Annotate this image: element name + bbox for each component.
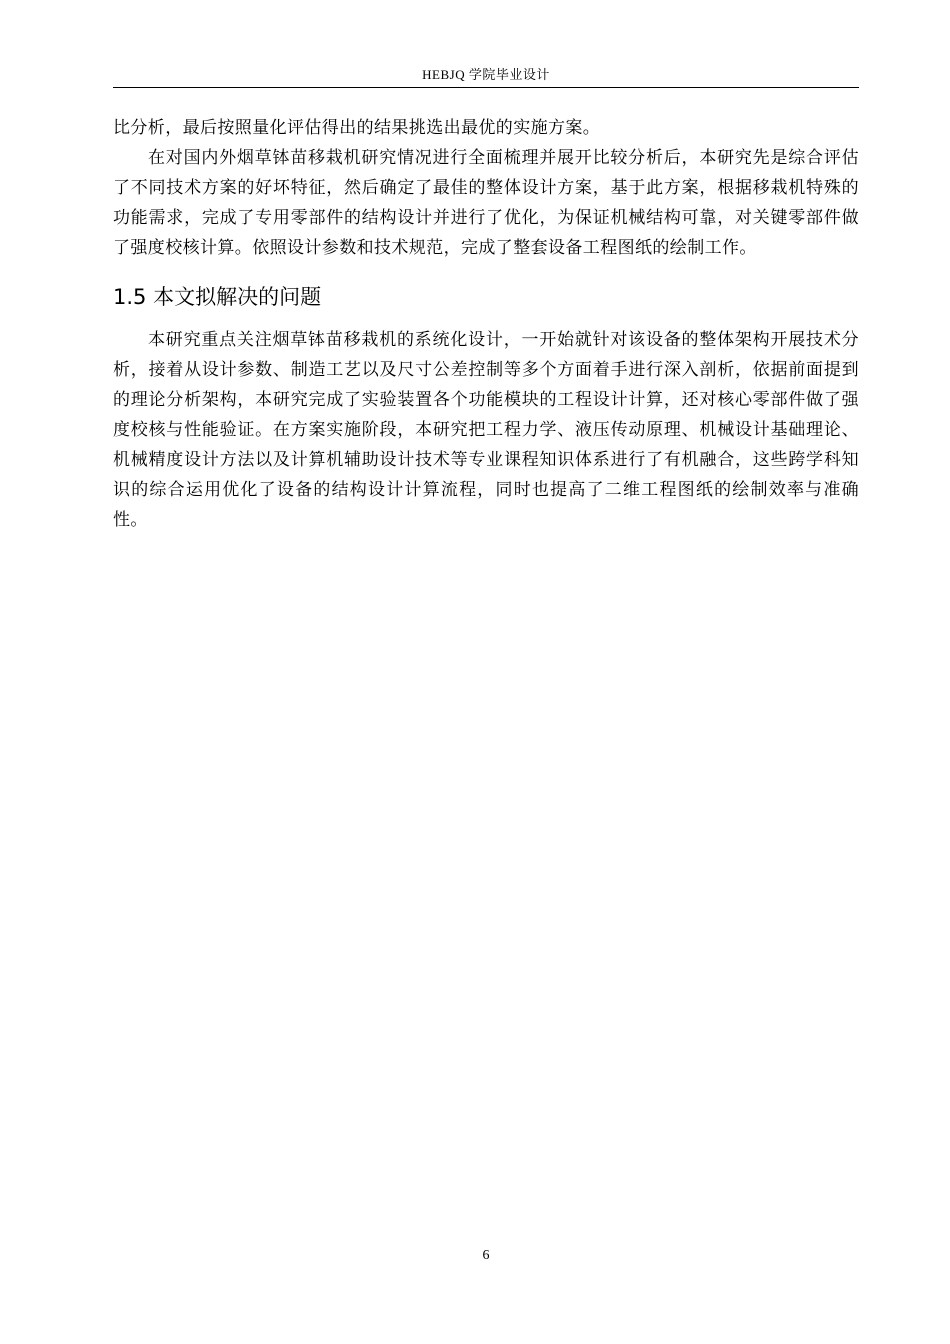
page-content	[113, 113, 859, 535]
page-header-title: HEBJQ 学院毕业设计	[422, 67, 550, 82]
section-heading: 1.5 本文拟解决的问题	[113, 285, 322, 309]
page-number: 6	[482, 1248, 490, 1263]
paragraph-research-summary: 在对国内外烟草钵苗移栽机研究情况进行全面梳理并展开比较分析后，本研究先是综合评估了不同技术方案的好坏特征，然后确定了最佳的整体设计方案，基于此方案，根据移栽机特殊的功能需求，完成了专用零部件的结构设计并进行了优化，为保证机械结构可靠，对关键零部件做了强度校核计算。依照设计参数和技术规范，完成了整套设备工程图纸的绘制工作。	[113, 148, 859, 258]
paragraph-continuation: 比分析，最后按照量化评估得出的结果挑选出最优的实施方案。	[113, 118, 601, 138]
header-divider	[113, 87, 859, 88]
paragraph-problems: 本研究重点关注烟草钵苗移栽机的系统化设计，一开始就针对该设备的整体架构开展技术分析，接着从设计参数、制造工艺以及尺寸公差控制等多个方面着手进行深入剖析，依据前面提到的理论分析架构，本研究完成了实验装置各个功能模块的工程设计计算，还对核心零部件做了强度校核与性能验证。在方案实施阶段，本研究把工程力学、液压传动原理、机械设计基础理论、机械精度设计方法以及计算机辅助设计技术等专业课程知识体系进行了有机融合，这些跨学科知识的综合运用优化了设备的结构设计计算流程，同时也提高了二维工程图纸的绘制效率与准确性。	[113, 330, 859, 530]
